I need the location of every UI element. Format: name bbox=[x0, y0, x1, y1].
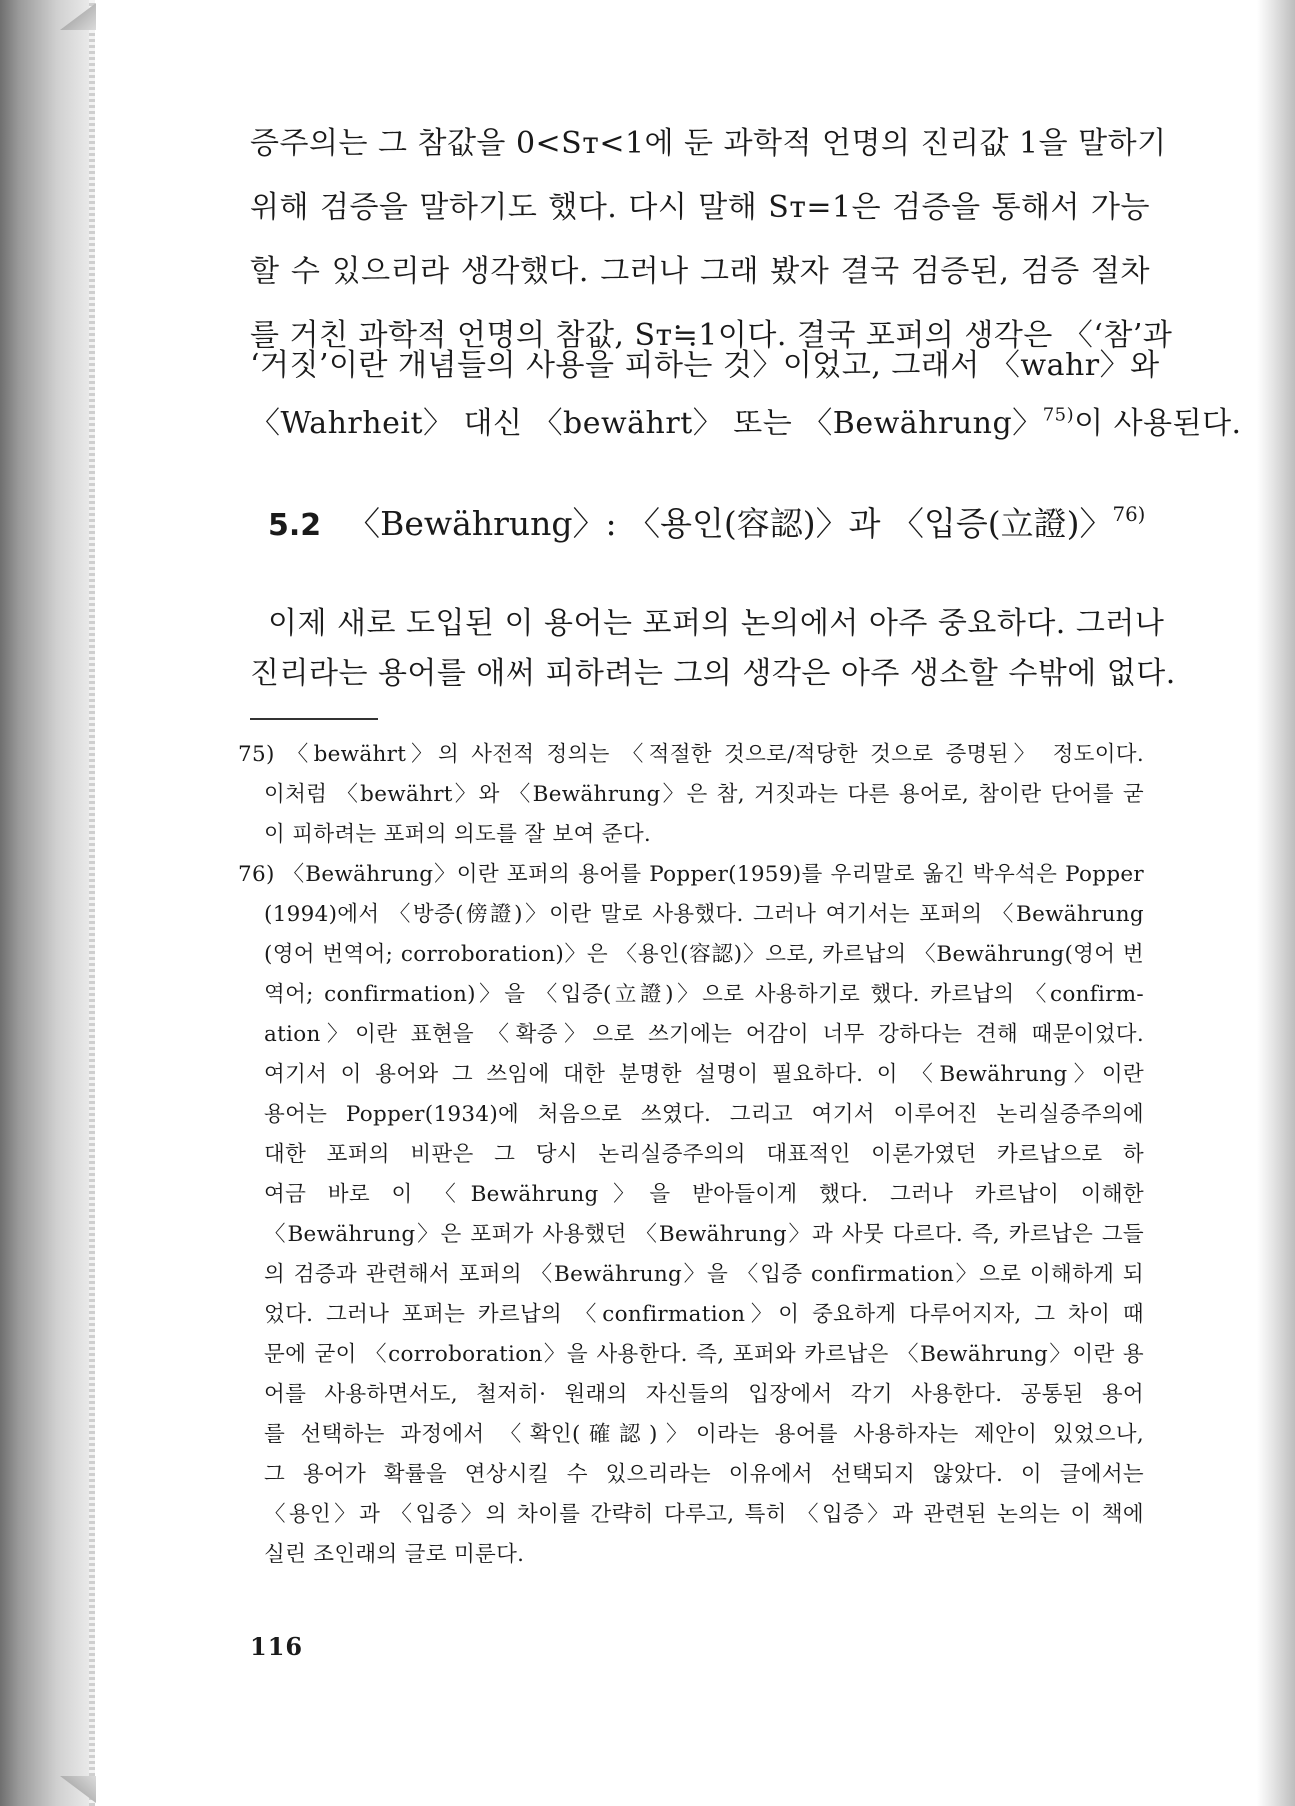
footnote-separator bbox=[250, 718, 378, 720]
footnote-75-line: 이 피하려는 포퍼의 의도를 잘 보여 준다. bbox=[264, 822, 652, 847]
footnote-76-line: (1994)에서 〈방증(傍證)〉이란 말로 사용했다. 그러나 여기서는 포퍼의 〈Bewährung bbox=[264, 902, 1144, 927]
footnote-76-line: 여기서 이 용어와 그 쓰임에 대한 분명한 설명이 필요하다. 이 〈Bewährung〉이란 bbox=[264, 1062, 1144, 1087]
footnote-76-line: 용어는 Popper(1934)에 처음으로 쓰였다. 그리고 여기서 이루어진 논리실증주의에 bbox=[264, 1102, 1144, 1127]
footnote-76-line: 를 선택하는 과정에서 〈확인(確認)〉이라는 용어를 사용하자는 제안이 있었으나, bbox=[264, 1422, 1144, 1447]
footnote-76-line: ation〉이란 표현을 〈확증〉으로 쓰기에는 어감이 너무 강하다는 견해 때문이었다. bbox=[264, 1022, 1144, 1047]
footnote-76-line: 〈Bewährung〉은 포퍼가 사용했던 〈Bewährung〉과 사뭇 다르다. 즉, 카르납은 그들 bbox=[264, 1222, 1144, 1247]
footnote-75-line: 이처럼 〈bewährt〉와 〈Bewährung〉은 참, 거짓과는 다른 용어로, 참이란 단어를 굳 bbox=[264, 782, 1144, 807]
footnote-75-line: 75) 〈bewährt〉의 사전적 정의는 〈적절한 것으로/적당한 것으로 증명된〉 정도이다. bbox=[238, 742, 1144, 767]
paragraph-1-last-text: 〈Wahrheit〉 대신 〈bewährt〉 또는 〈Bewährung〉 bbox=[250, 406, 1043, 441]
footnote-76-line: 여금 바로 이 〈Bewährung〉을 받아들이게 했다. 그러나 카르납이 이해한 bbox=[264, 1182, 1144, 1207]
paragraph-2-line: 진리라는 용어를 애써 피하려는 그의 생각은 아주 생소할 수밖에 없다. bbox=[250, 656, 1176, 691]
book-spine-edge bbox=[0, 0, 95, 1806]
footnote-76-line: 어를 사용하면서도, 철저히· 원래의 자신들의 입장에서 각기 사용한다. 공통된 용어 bbox=[264, 1382, 1144, 1407]
footnote-76-line: 대한 포퍼의 비판은 그 당시 논리실증주의의 대표적인 이론가였던 카르납으로 하 bbox=[264, 1142, 1144, 1167]
footnote-76-line: 의 검증과 관련해서 포퍼의 〈Bewährung〉을 〈입증 confirmation〉으로 이해하게 되 bbox=[264, 1262, 1144, 1287]
footnote-ref-75[interactable]: 75) bbox=[1042, 404, 1075, 426]
paragraph-1-line: ‘거짓’이란 개념들의 사용을 피하는 것〉이었고, 그래서 〈wahr〉와 bbox=[250, 348, 1160, 383]
footnote-ref-76[interactable]: 76) bbox=[1112, 503, 1146, 527]
footnote-76-line: 그 용어가 확률을 연상시킬 수 있으리라는 이유에서 선택되지 않았다. 이 글에서는 bbox=[264, 1462, 1144, 1487]
footnote-76-line: 〈용인〉과 〈입증〉의 차이를 간략히 다루고, 특히 〈입증〉과 관련된 논의는 이 책에 bbox=[264, 1502, 1144, 1527]
paragraph-1-line: 증주의는 그 참값을 0<Sᴛ<1에 둔 과학적 언명의 진리값 1을 말하기 bbox=[250, 126, 1167, 161]
paragraph-1-line: 할 수 있으리라 생각했다. 그러나 그래 봤자 결국 검증된, 검증 절차 bbox=[250, 254, 1150, 289]
footnote-76-line: 역어; confirmation)〉을 〈입증(立證)〉으로 사용하기로 했다. 카르납의 〈confirm- bbox=[264, 982, 1144, 1007]
footnote-76-line: 었다. 그러나 포퍼는 카르납의 〈confirmation〉이 중요하게 다루어지자, 그 차이 때 bbox=[264, 1302, 1144, 1327]
paragraph-1-last-tail: 이 사용된다. bbox=[1074, 406, 1242, 441]
paragraph-1-line: 위해 검증을 말하기도 했다. 다시 말해 Sᴛ=1은 검증을 통해서 가능 bbox=[250, 190, 1150, 225]
footnote-76-line: 76) 〈Bewährung〉이란 포퍼의 용어를 Popper(1959)를 우리말로 옮긴 박우석은 Popper bbox=[238, 862, 1144, 887]
section-heading bbox=[268, 502, 1145, 548]
page-number: 116 bbox=[250, 1632, 304, 1661]
footnote-76-line: 문에 굳이 〈corroboration〉을 사용한다. 즉, 포퍼와 카르납은 〈Bewährung〉이란 용 bbox=[264, 1342, 1144, 1367]
paragraph-1-line bbox=[250, 404, 1242, 444]
footnote-76-line: 실린 조인래의 글로 미룬다. bbox=[264, 1542, 525, 1567]
section-number: 5.2 bbox=[268, 508, 322, 543]
paragraph-2-line: 이제 새로 도입된 이 용어는 포퍼의 논의에서 아주 중요하다. 그러나 bbox=[268, 606, 1165, 641]
page-shadow-right bbox=[1257, 0, 1295, 1806]
paragraph-1-line: 를 거친 과학적 언명의 참값, Sᴛ≒1이다. 결국 포퍼의 생각은 〈‘참’과 bbox=[250, 318, 1173, 353]
footnote-76-line: (영어 번역어; corroboration)〉은 〈용인(容認)〉으로, 카르납의 〈Bewährung(영어 번 bbox=[264, 942, 1144, 967]
section-title: 〈Bewährung〉: 〈용인(容認)〉과 〈입증(立證)〉 bbox=[347, 504, 1113, 543]
